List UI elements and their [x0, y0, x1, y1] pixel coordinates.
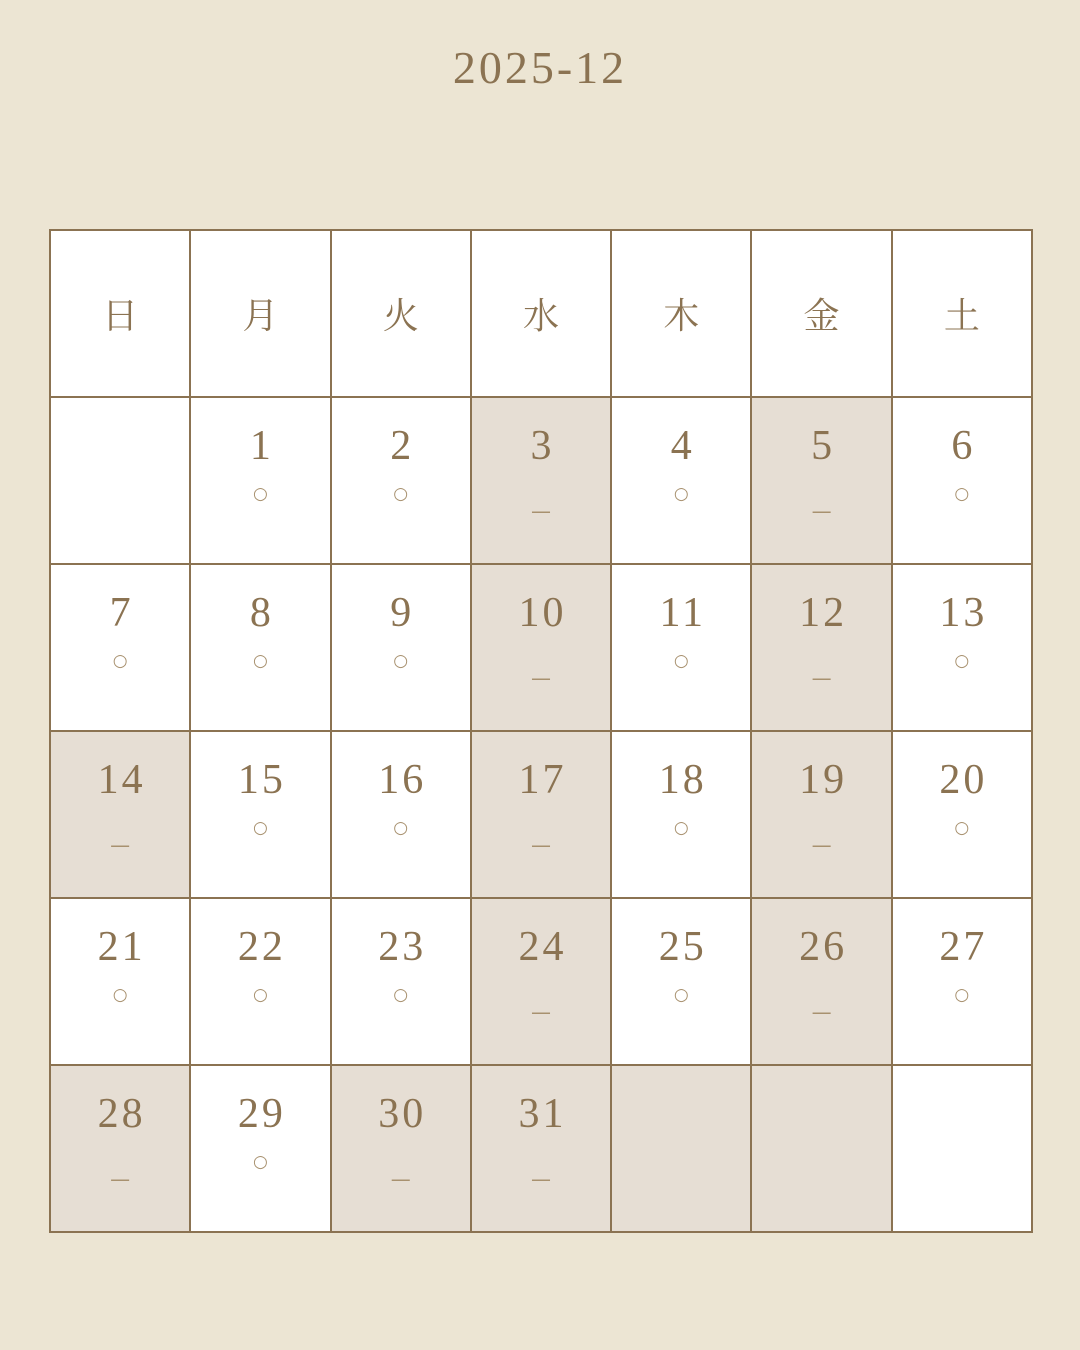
day-cell [472, 1066, 610, 1231]
empty-cell [612, 1066, 750, 1231]
day-number: 14 [97, 757, 146, 803]
open-mark: ○ [393, 651, 409, 671]
day-cell [332, 1066, 470, 1231]
day-number: 27 [939, 924, 988, 970]
open-mark: ○ [954, 651, 970, 671]
day-cell [752, 899, 890, 1064]
day-number: 22 [237, 924, 286, 970]
day-number: 19 [799, 757, 848, 803]
day-number: 21 [97, 924, 146, 970]
day-cell [893, 398, 1031, 563]
day-number: 9 [390, 590, 415, 636]
day-number: 7 [109, 590, 134, 636]
day-cell [51, 899, 189, 1064]
day-number: 17 [518, 757, 567, 803]
day-number: 1 [249, 423, 274, 469]
closed-mark: — [530, 666, 551, 690]
day-number: 24 [518, 924, 567, 970]
day-number: 20 [939, 757, 988, 803]
weekday-header: 土 [893, 231, 1031, 396]
calendar-grid [49, 229, 1033, 1233]
open-mark: ○ [253, 985, 268, 1005]
day-number: 13 [939, 590, 988, 636]
closed-mark: — [811, 1000, 832, 1024]
day-number: 30 [378, 1091, 427, 1137]
day-cell [191, 1066, 329, 1231]
open-mark: ○ [253, 1152, 268, 1172]
day-cell [893, 899, 1031, 1064]
open-mark: ○ [253, 818, 268, 838]
day-cell [332, 899, 470, 1064]
day-number: 23 [378, 924, 427, 970]
day-cell [191, 732, 329, 897]
day-cell [612, 398, 750, 563]
day-cell [472, 565, 610, 730]
closed-mark: — [110, 1167, 131, 1191]
open-mark: ○ [673, 651, 689, 671]
day-cell [893, 565, 1031, 730]
day-cell [472, 732, 610, 897]
weekday-header: 月 [191, 231, 329, 396]
closed-mark: — [110, 833, 131, 857]
day-cell [752, 565, 890, 730]
day-cell [612, 732, 750, 897]
day-number: 26 [799, 924, 848, 970]
weekday-header: 金 [752, 231, 890, 396]
day-cell [332, 398, 470, 563]
day-cell [191, 565, 329, 730]
day-cell [191, 899, 329, 1064]
weekday-header: 日 [51, 231, 189, 396]
day-cell [472, 398, 610, 563]
day-cell [332, 565, 470, 730]
day-number: 5 [811, 423, 836, 469]
open-mark: ○ [112, 985, 128, 1005]
day-number: 2 [390, 423, 415, 469]
day-cell [612, 899, 750, 1064]
empty-cell [752, 1066, 890, 1231]
day-number: 31 [518, 1091, 567, 1137]
open-mark: ○ [954, 818, 970, 838]
day-cell [752, 732, 890, 897]
day-cell [51, 732, 189, 897]
day-number: 25 [658, 924, 707, 970]
day-number: 8 [249, 590, 274, 636]
open-mark: ○ [393, 484, 409, 504]
empty-cell [893, 1066, 1031, 1231]
closed-mark: — [811, 666, 832, 690]
open-mark: ○ [393, 985, 409, 1005]
closed-mark: — [530, 1000, 551, 1024]
open-mark: ○ [673, 818, 689, 838]
closed-mark: — [530, 1167, 551, 1191]
open-mark: ○ [673, 985, 689, 1005]
day-number: 28 [97, 1091, 146, 1137]
day-cell [51, 1066, 189, 1231]
day-number: 18 [658, 757, 707, 803]
day-number: 4 [670, 423, 695, 469]
day-number: 12 [799, 590, 848, 636]
day-number: 29 [237, 1091, 286, 1137]
open-mark: ○ [393, 818, 409, 838]
day-cell [51, 565, 189, 730]
closed-mark: — [390, 1167, 411, 1191]
weekday-header: 木 [612, 231, 750, 396]
weekday-header: 火 [332, 231, 470, 396]
month-title: 2025-12 [452, 42, 628, 93]
empty-cell [51, 398, 189, 563]
closed-mark: — [530, 833, 551, 857]
closed-mark: — [811, 499, 832, 523]
open-mark: ○ [253, 484, 268, 504]
day-cell [893, 732, 1031, 897]
day-number: 16 [378, 757, 427, 803]
open-mark: ○ [954, 985, 970, 1005]
day-number: 15 [237, 757, 286, 803]
day-number: 10 [518, 590, 567, 636]
day-cell [612, 565, 750, 730]
closed-mark: — [811, 833, 832, 857]
closed-mark: — [530, 499, 551, 523]
open-mark: ○ [253, 651, 268, 671]
day-cell [332, 732, 470, 897]
day-cell [191, 398, 329, 563]
open-mark: ○ [954, 484, 970, 504]
day-cell [752, 398, 890, 563]
day-number: 6 [951, 423, 976, 469]
day-number: 3 [530, 423, 555, 469]
day-number: 11 [659, 590, 706, 636]
open-mark: ○ [673, 484, 689, 504]
open-mark: ○ [112, 651, 128, 671]
day-cell [472, 899, 610, 1064]
weekday-header: 水 [472, 231, 610, 396]
